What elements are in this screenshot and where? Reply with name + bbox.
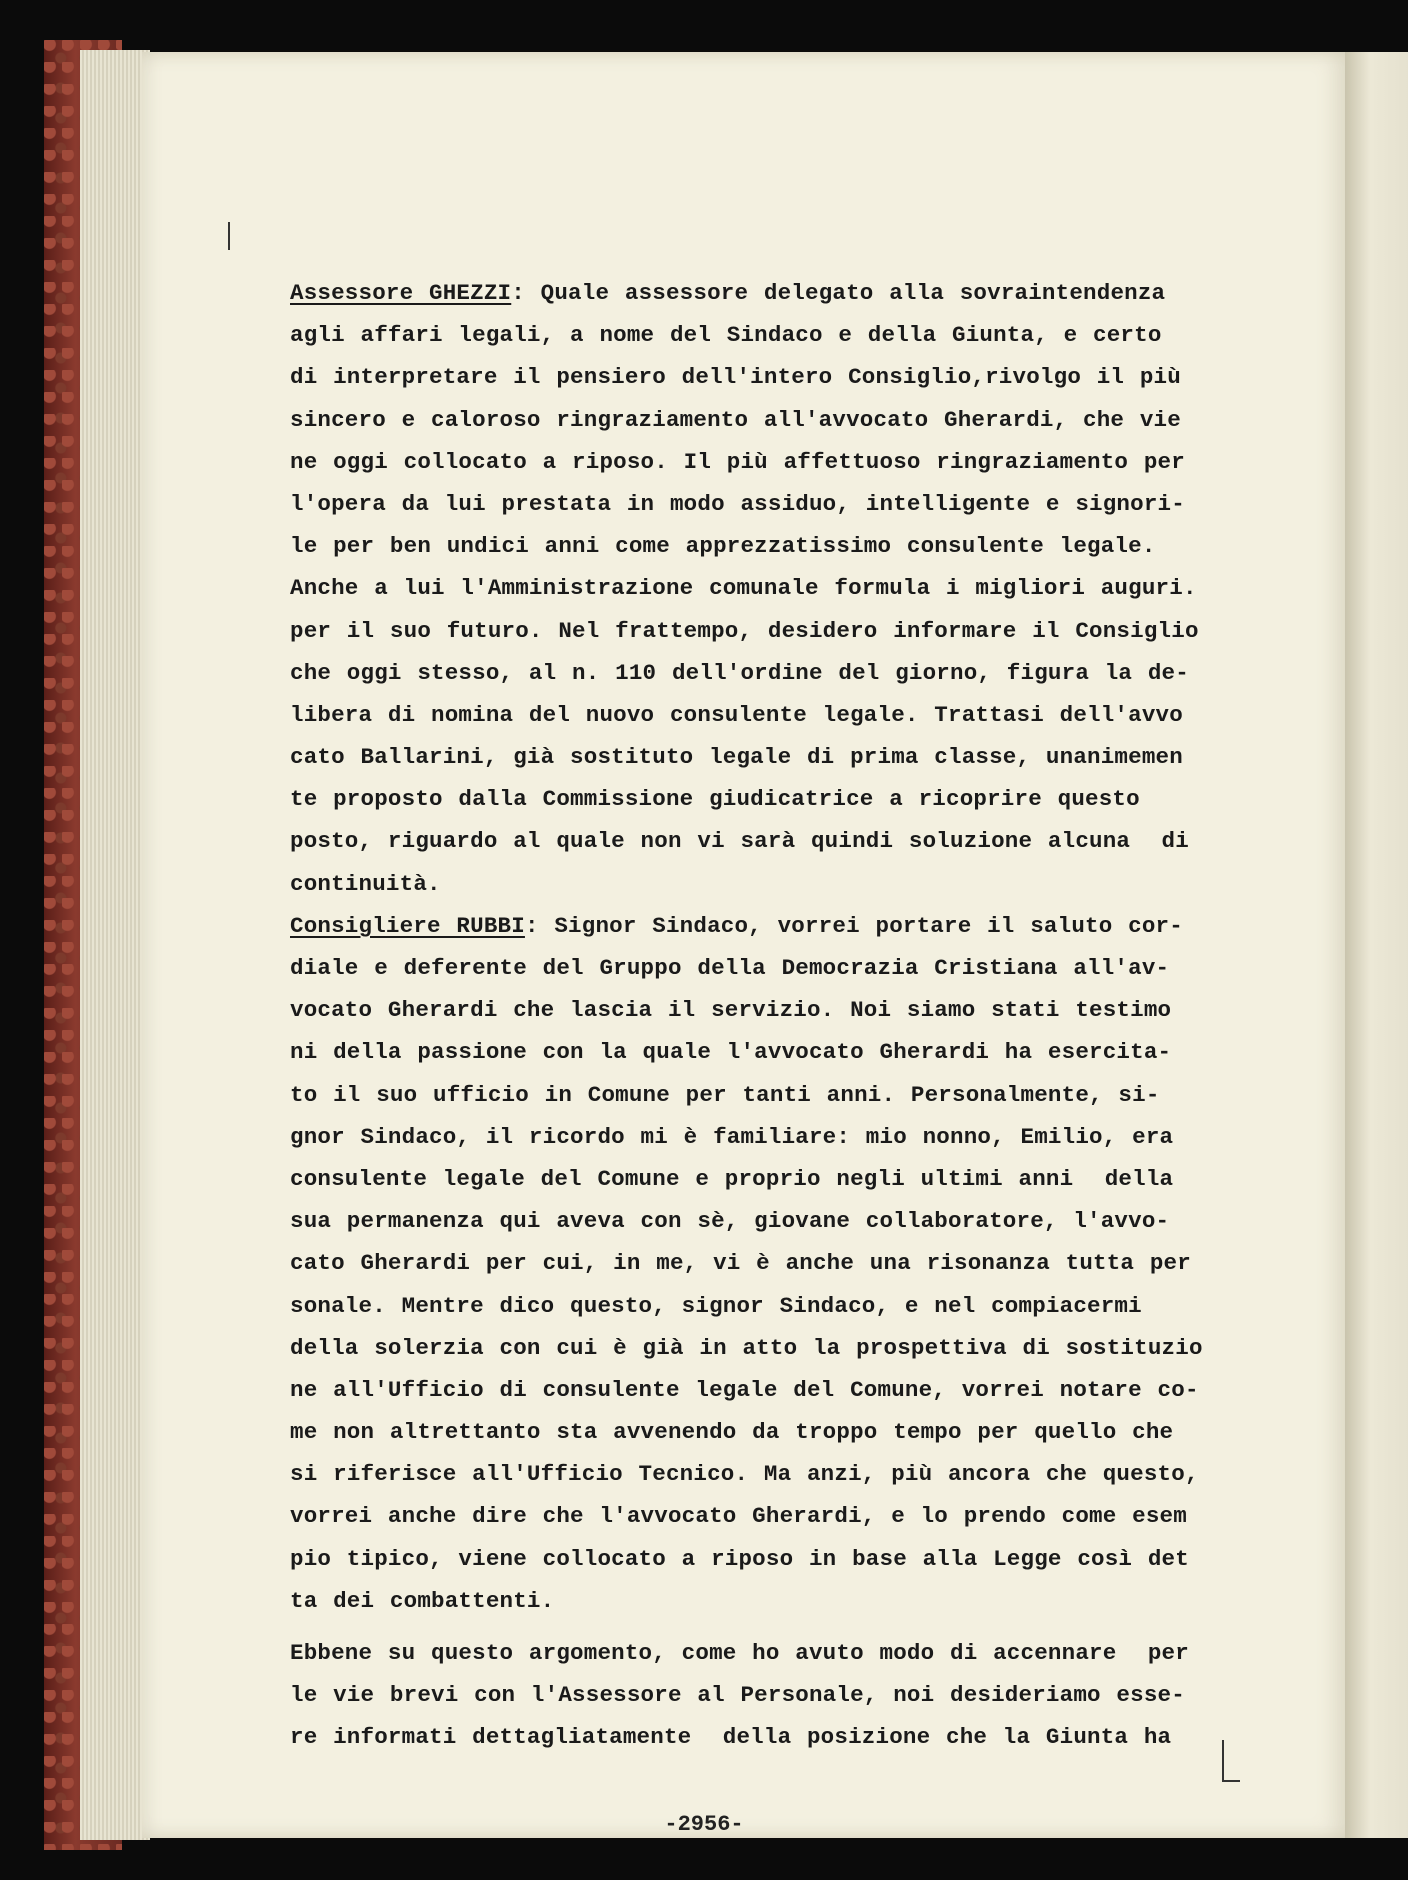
text-line: Anche a lui l'Amministrazione comunale formula i migliori auguri. xyxy=(290,575,1197,602)
text-line: sua permanenza qui aveva con sè, giovane collaboratore, l'avvo- xyxy=(290,1208,1170,1235)
text-line: le vie brevi con l'Assessore al Personale, noi desideriamo esse- xyxy=(290,1682,1185,1709)
text-line: ni della passione con la quale l'avvocato Gherardi ha esercita- xyxy=(290,1039,1172,1066)
text-line: to il suo ufficio in Comune per tanti anni. Personalmente, si- xyxy=(290,1081,1160,1108)
text-line: gnor Sindaco, il ricordo mi è familiare: mio nonno, Emilio, era xyxy=(290,1123,1174,1150)
speaker-name: Consigliere RUBBI xyxy=(290,912,525,939)
margin-mark xyxy=(1222,1740,1224,1780)
margin-mark xyxy=(228,222,230,250)
page-number: -2956- xyxy=(664,1812,744,1837)
text-line: che oggi stesso, al n. 110 dell'ordine del giorno, figura la de- xyxy=(290,659,1189,686)
text-line: sonale. Mentre dico questo, signor Sindaco, e nel compiacermi xyxy=(290,1292,1142,1319)
text-line: ne all'Ufficio di consulente legale del Comune, vorrei notare co- xyxy=(290,1376,1199,1403)
text-line: agli affari legali, a nome del Sindaco e della Giunta, e certo xyxy=(290,322,1162,349)
text-line: pio tipico, viene collocato a riposo in base alla Legge così det xyxy=(290,1545,1189,1572)
text-line: Assessore GHEZZI: Quale assessore delegato alla sovraintendenza xyxy=(290,280,1166,306)
text-line: Consigliere RUBBI: Signor Sindaco, vorrei portare il saluto cor- xyxy=(290,912,1183,939)
text-line: vorrei anche dire che l'avvocato Gherardi, e lo prendo come esem xyxy=(290,1503,1187,1530)
margin-mark xyxy=(1222,1780,1240,1782)
text-line: Ebbene su questo argomento, come ho avuto modo di accennare per xyxy=(290,1640,1189,1666)
text-line: re informati dettagliatamente della posizione che la Giunta ha xyxy=(290,1724,1172,1751)
text-line: l'opera da lui prestata in modo assiduo, intelligente e signori- xyxy=(290,490,1185,517)
text-line: diale e deferente del Gruppo della Democrazia Cristiana all'av- xyxy=(290,955,1170,981)
text-line: te proposto dalla Commissione giudicatrice a ricoprire questo xyxy=(290,786,1140,813)
text-line: della solerzia con cui è già in atto la prospettiva di sostituzio xyxy=(290,1334,1203,1361)
speaker-name: Assessore GHEZZI xyxy=(290,280,512,306)
text-line: libera di nomina del nuovo consulente legale. Trattasi dell'avvo xyxy=(290,701,1183,728)
text-line: cato Gherardi per cui, in me, vi è anche una risonanza tutta per xyxy=(290,1250,1191,1277)
document-body xyxy=(290,272,1210,1759)
page-stack-edge xyxy=(80,50,150,1840)
text-line: di interpretare il pensiero dell'intero Consiglio,rivolgo il più xyxy=(290,364,1181,391)
text-line: me non altrettanto sta avvenendo da troppo tempo per quello che xyxy=(290,1419,1174,1446)
text-line: le per ben undici anni come apprezzatissimo consulente legale. xyxy=(290,533,1156,560)
next-page-edge xyxy=(1345,52,1408,1838)
text-line: sincero e caloroso ringraziamento all'avvocato Gherardi, che vie xyxy=(290,406,1181,433)
text-line: consulente legale del Comune e proprio negli ultimi anni della xyxy=(290,1165,1174,1192)
text-line: ne oggi collocato a riposo. Il più affettuoso ringraziamento per xyxy=(290,448,1185,475)
text-line: vocato Gherardi che lascia il servizio. Noi siamo stati testimo xyxy=(290,997,1172,1024)
text-line: cato Ballarini, già sostituto legale di prima classe, unanimemen xyxy=(290,744,1183,771)
text-line: si riferisce all'Ufficio Tecnico. Ma anzi, più ancora che questo, xyxy=(290,1461,1199,1488)
text-line: posto, riguardo al quale non vi sarà quindi soluzione alcuna di xyxy=(290,828,1189,855)
text-line: ta dei combattenti. xyxy=(290,1587,555,1614)
text-line: continuità. xyxy=(290,870,441,897)
text-line: per il suo futuro. Nel frattempo, desidero informare il Consiglio xyxy=(290,617,1199,644)
